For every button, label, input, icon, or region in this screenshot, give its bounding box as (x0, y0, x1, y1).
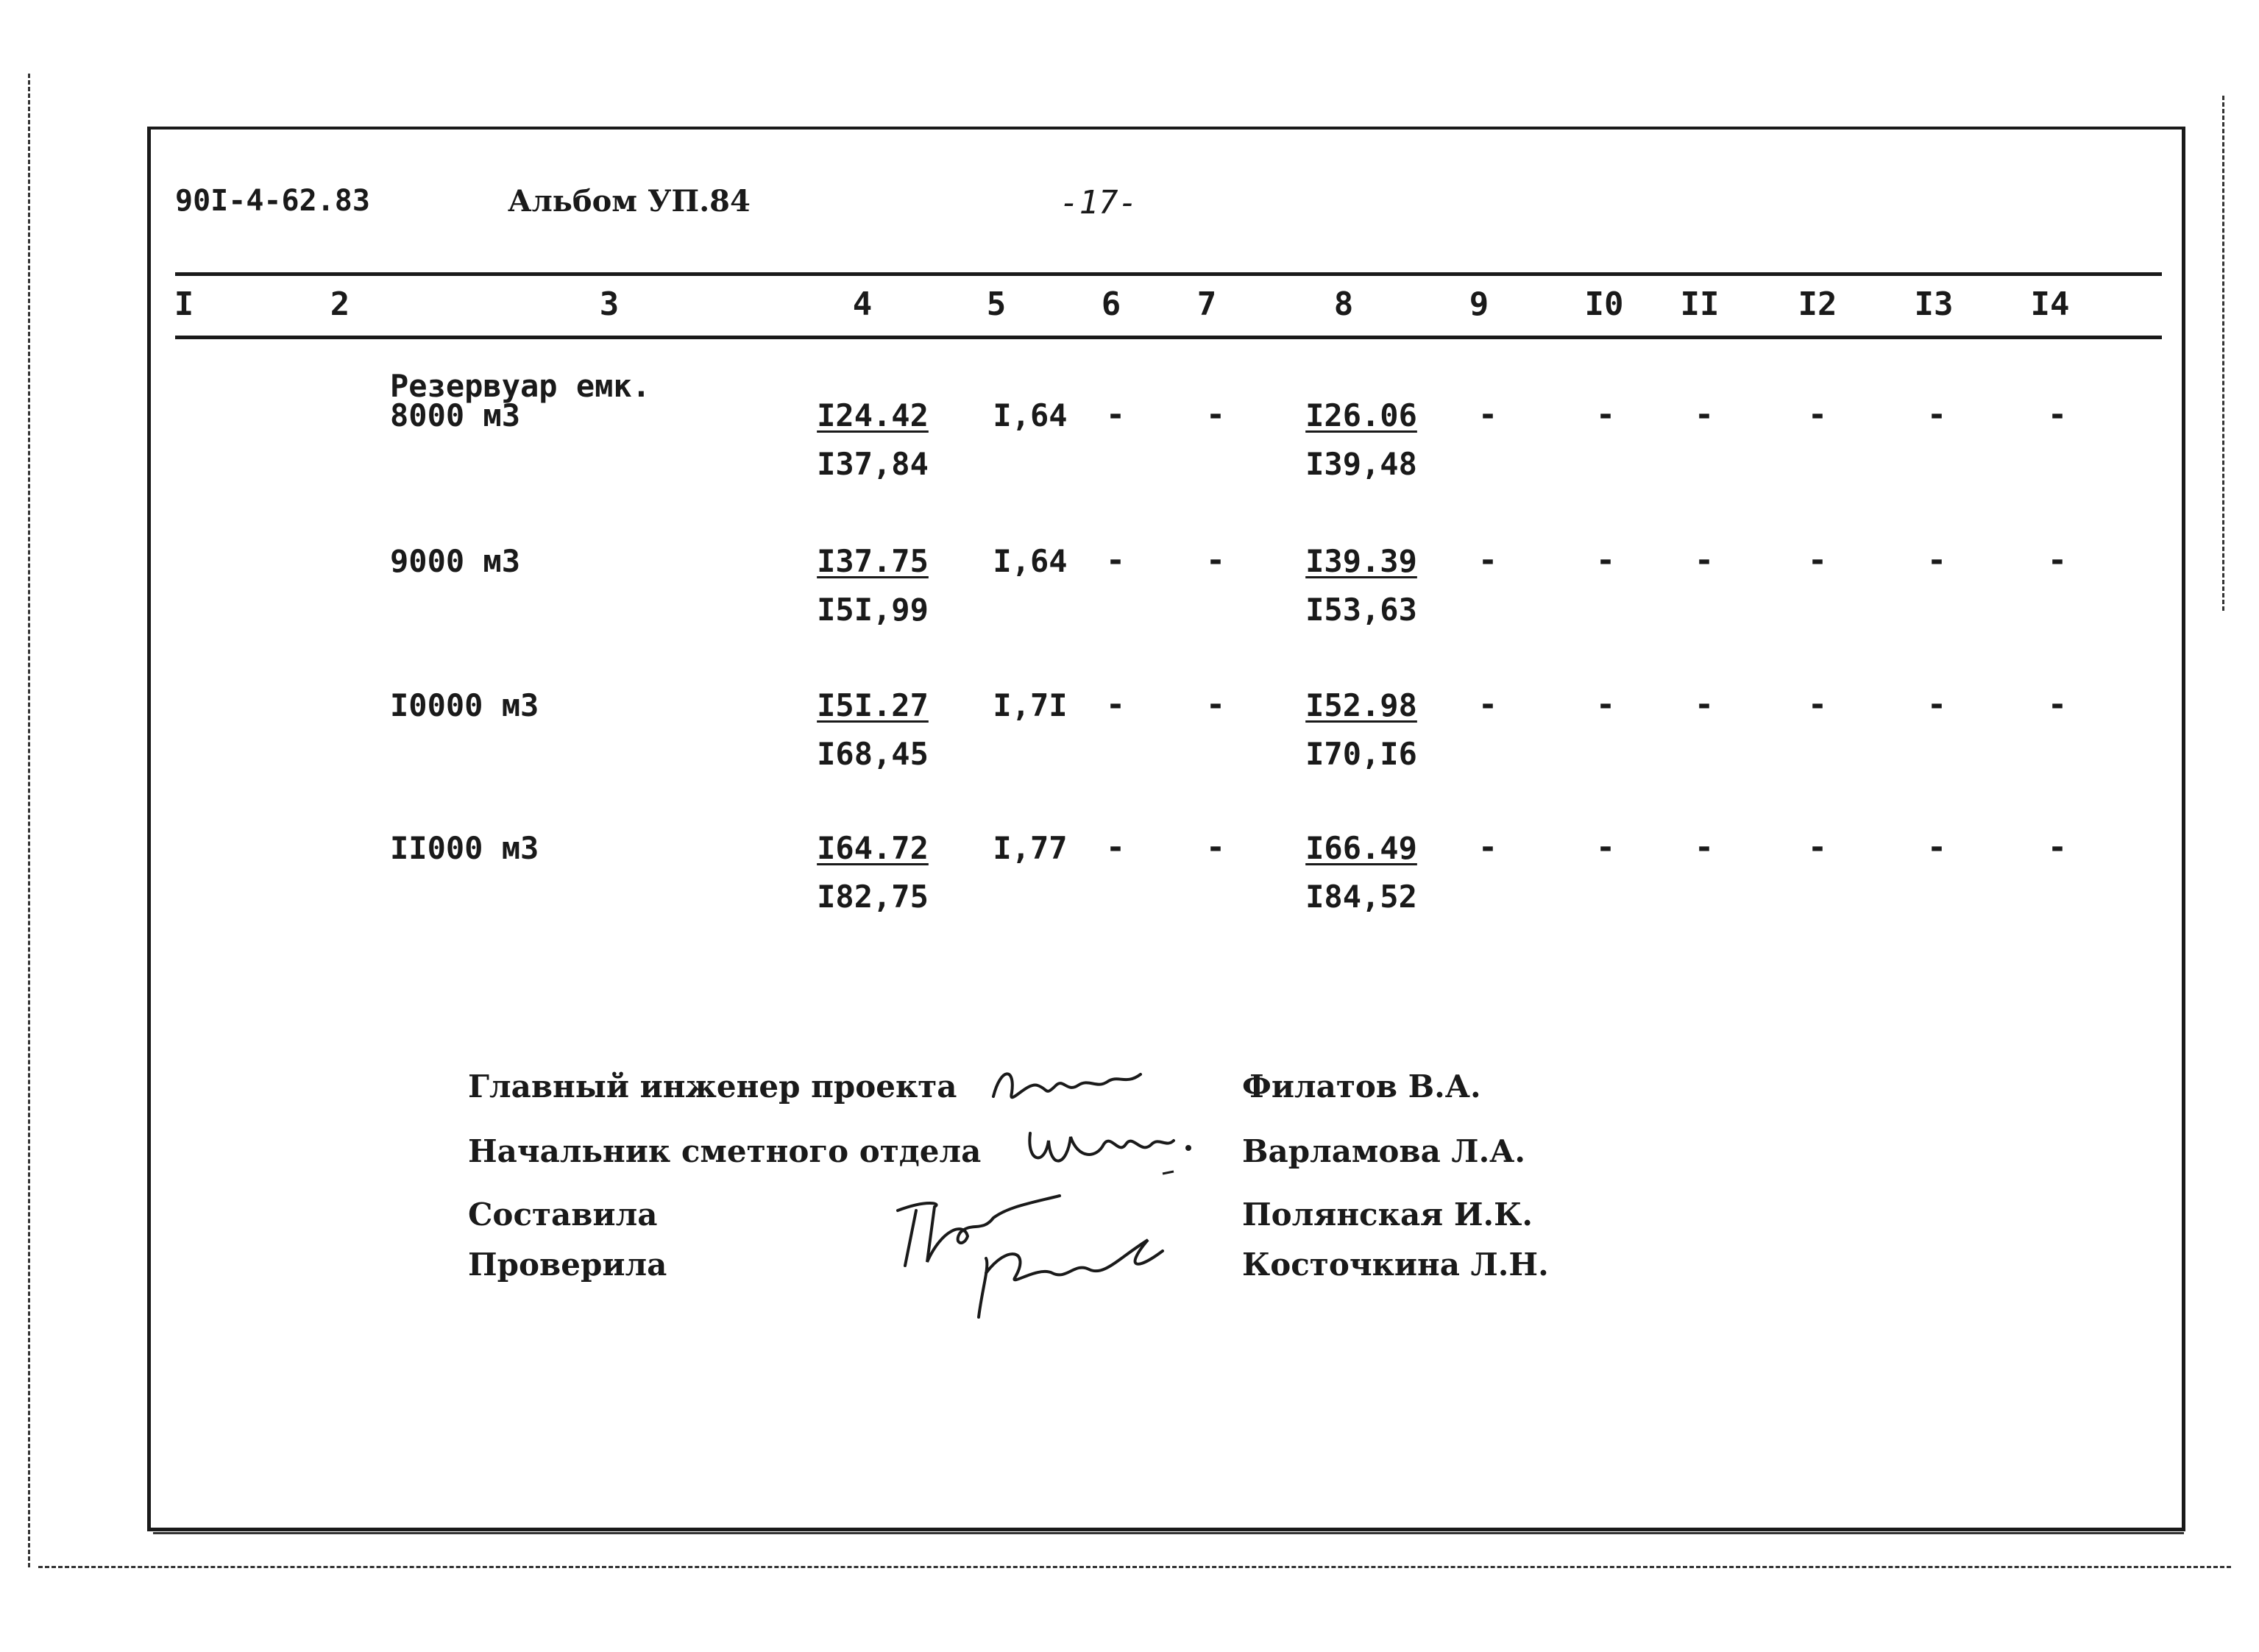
column-number-6: 6 (1101, 286, 1121, 323)
row-label-line2: 8000 м3 (390, 397, 521, 433)
cell-col9: - (1478, 829, 1498, 866)
signature-name: Варламова Л.А. (1242, 1133, 1526, 1169)
cell-col7: - (1205, 829, 1226, 866)
column-number-3: 3 (599, 286, 620, 323)
cell-col7: - (1205, 686, 1226, 723)
cell-col4-top: I64.72 (817, 830, 929, 866)
row-label: 9000 м3 (390, 543, 521, 579)
column-number-2: 2 (330, 286, 350, 323)
signature-name: Полянская И.К. (1242, 1197, 1533, 1233)
column-number-14: I4 (2030, 286, 2070, 323)
frame-bottom-line (153, 1532, 2184, 1534)
column-number-13: I3 (1914, 286, 1954, 323)
cell-col5: I,77 (993, 830, 1068, 866)
cell-col13: - (1926, 829, 1947, 866)
column-number-10: I0 (1584, 286, 1624, 323)
cell-col8-bottom: I39,48 (1305, 446, 1417, 482)
cell-col8-top: I52.98 (1305, 687, 1417, 723)
cell-col10: - (1595, 542, 1616, 579)
signature-role: Составила (468, 1197, 658, 1233)
cell-col14: - (2047, 542, 2068, 579)
cell-col6: - (1105, 396, 1126, 433)
cell-col6: - (1105, 542, 1126, 579)
cell-col12: - (1807, 542, 1828, 579)
handwritten-signature-2 (1015, 1104, 1207, 1185)
cell-col4-top: I24.42 (817, 397, 929, 433)
cell-col11: - (1694, 686, 1714, 723)
cell-col14: - (2047, 686, 2068, 723)
cell-col9: - (1478, 542, 1498, 579)
header-top-rule (175, 272, 2162, 276)
cell-col4-bottom: I5I,99 (817, 592, 929, 628)
cell-col4-bottom: I82,75 (817, 879, 929, 915)
cell-col5: I,7I (993, 687, 1068, 723)
signature-name: Косточкина Л.Н. (1242, 1247, 1549, 1283)
row-label: I0000 м3 (390, 687, 539, 723)
cell-col8-bottom: I53,63 (1305, 592, 1417, 628)
cell-col11: - (1694, 542, 1714, 579)
cell-col10: - (1595, 829, 1616, 866)
cell-col5: I,64 (993, 397, 1068, 433)
cell-col12: - (1807, 396, 1828, 433)
handwritten-signature-4 (957, 1207, 1177, 1332)
cell-col10: - (1595, 686, 1616, 723)
cell-col7: - (1205, 396, 1226, 433)
cell-col6: - (1105, 686, 1126, 723)
cell-col4-top: I5I.27 (817, 687, 929, 723)
column-number-8: 8 (1333, 286, 1354, 323)
cell-col4-top: I37.75 (817, 543, 929, 579)
cell-col11: - (1694, 396, 1714, 433)
column-number-5: 5 (986, 286, 1007, 323)
column-number-12: I2 (1798, 286, 1837, 323)
cell-col8-top: I26.06 (1305, 397, 1417, 433)
cell-col8-top: I39.39 (1305, 543, 1417, 579)
column-number-11: II (1680, 286, 1720, 323)
scan-edge-bottom (38, 1566, 2231, 1568)
header-bottom-rule (175, 336, 2162, 339)
cell-col8-top: I66.49 (1305, 830, 1417, 866)
cell-col13: - (1926, 396, 1947, 433)
cell-col10: - (1595, 396, 1616, 433)
cell-col12: - (1807, 686, 1828, 723)
column-number-1: I (174, 286, 194, 323)
cell-col11: - (1694, 829, 1714, 866)
cell-col4-bottom: I68,45 (817, 736, 929, 772)
cell-col8-bottom: I70,I6 (1305, 736, 1417, 772)
cell-col4-bottom: I37,84 (817, 446, 929, 482)
cell-col9: - (1478, 396, 1498, 433)
cell-col12: - (1807, 829, 1828, 866)
row-label-line1: Резервуар емк. (390, 368, 651, 404)
cell-col14: - (2047, 396, 2068, 433)
cell-col7: - (1205, 542, 1226, 579)
column-number-7: 7 (1196, 286, 1217, 323)
signature-name: Филатов В.А. (1242, 1068, 1481, 1105)
scan-edge-left (28, 74, 30, 1567)
doc-code: 90I-4-62.83 (175, 184, 370, 218)
cell-col5: I,64 (993, 543, 1068, 579)
cell-col8-bottom: I84,52 (1305, 879, 1417, 915)
cell-col13: - (1926, 686, 1947, 723)
cell-col14: - (2047, 829, 2068, 866)
column-number-9: 9 (1469, 286, 1489, 323)
column-number-4: 4 (852, 286, 873, 323)
page-number: -17- (1060, 184, 1138, 221)
row-label: II000 м3 (390, 830, 539, 866)
cell-col13: - (1926, 542, 1947, 579)
signature-role: Начальник сметного отдела (468, 1133, 982, 1169)
cell-col6: - (1105, 829, 1126, 866)
album-label: Альбом УП.84 (508, 184, 751, 219)
signature-role: Главный инженер проекта (468, 1068, 957, 1105)
signature-role: Проверила (468, 1247, 667, 1283)
scan-edge-right (2222, 96, 2224, 611)
cell-col9: - (1478, 686, 1498, 723)
